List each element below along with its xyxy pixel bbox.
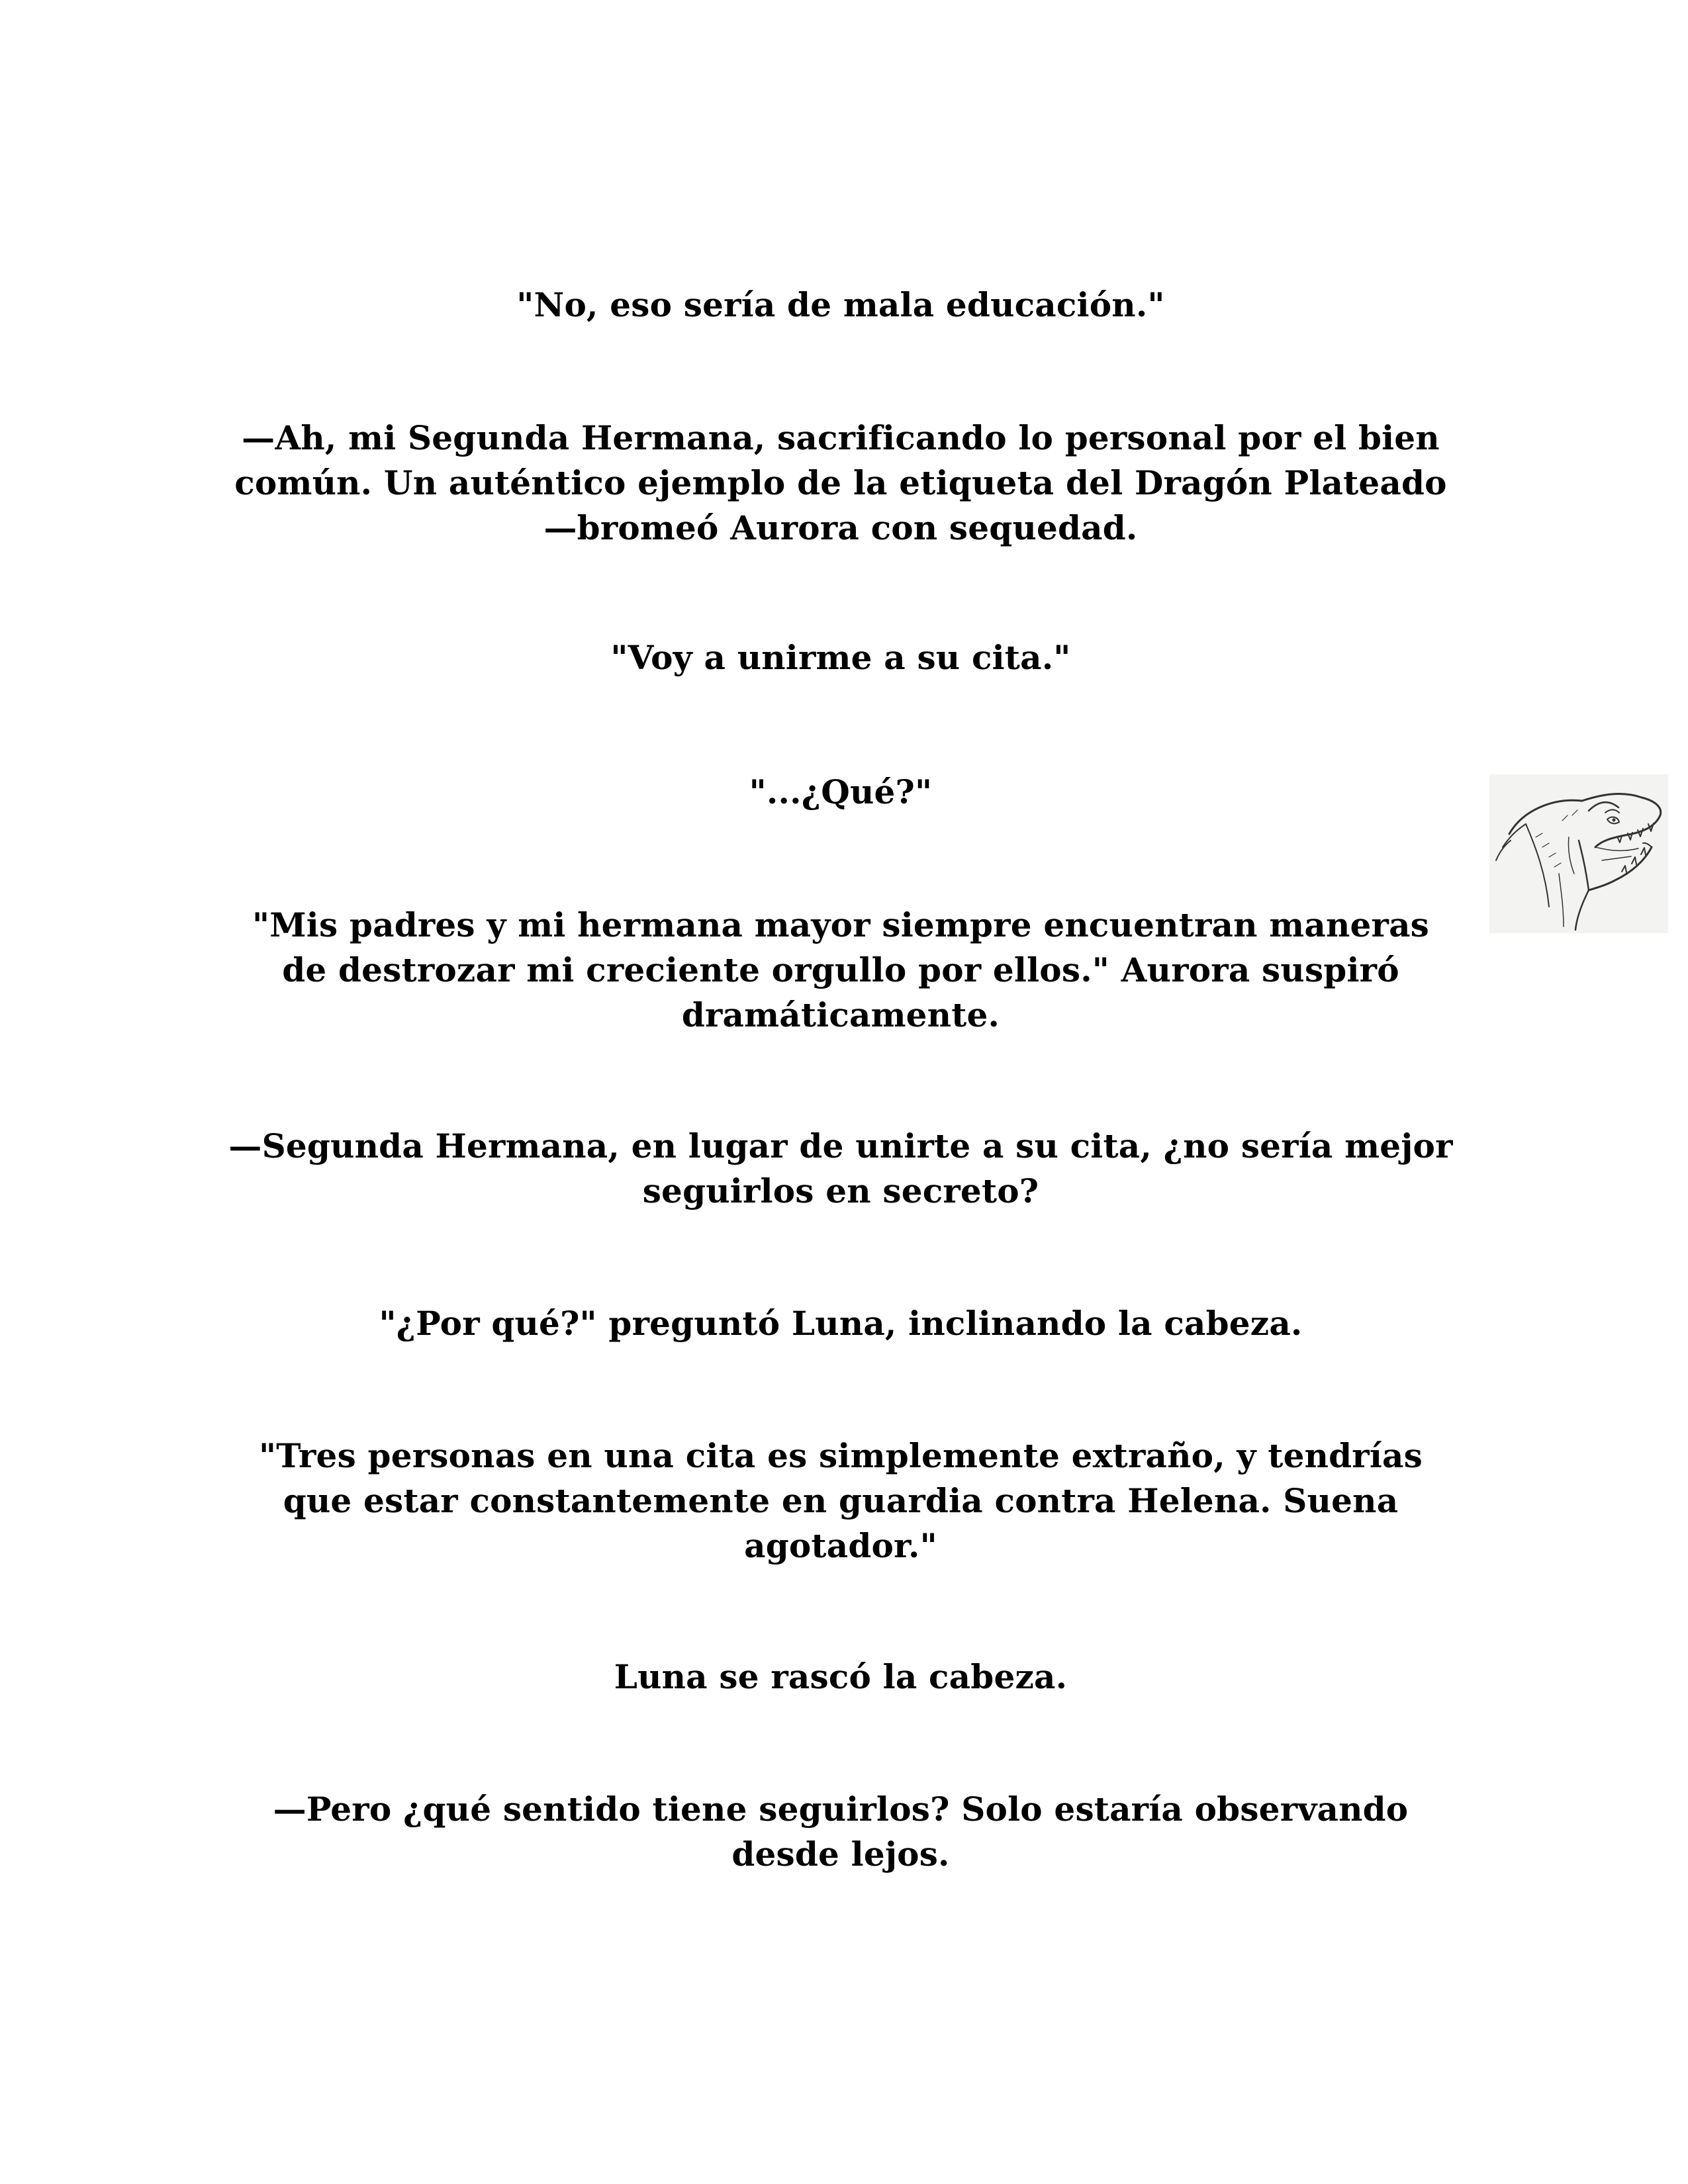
paragraph-8: "Tres personas en una cita es simplemente extraño, y tendrías que estar constantemente en guardia contra Helena. Suena agotador.": [259, 1436, 1423, 1565]
paragraph-6: —Segunda Hermana, en lugar de unirte a su cita, ¿no sería mejor seguirlos en secreto?: [228, 1126, 1453, 1210]
paragraph-2: —Ah, mi Segunda Hermana, sacrificando lo personal por el bien común. Un auténtico ejemplo de la etiqueta del Dragón Plateado —bromeó Aurora con sequedad.: [234, 418, 1447, 547]
paragraph-10: —Pero ¿qué sentido tiene seguirlos? Solo estaría observando desde lejos.: [273, 1790, 1409, 1874]
paragraph-3: "Voy a unirme a su cita.": [610, 638, 1071, 677]
paragraph-5: "Mis padres y mi hermana mayor siempre encuentran maneras de destrozar mi creciente orgullo por ellos." Aurora suspiró dramáticamente.: [252, 905, 1430, 1034]
paragraph-4: "...¿Qué?": [749, 772, 933, 811]
paragraph-1: "No, eso sería de mala educación.": [516, 285, 1165, 324]
dragon-head-sketch-icon: [1489, 774, 1668, 933]
paragraph-9: Luna se rascó la cabeza.: [614, 1657, 1068, 1696]
paragraph-7: "¿Por qué?" preguntó Luna, inclinando la cabeza.: [379, 1304, 1303, 1343]
